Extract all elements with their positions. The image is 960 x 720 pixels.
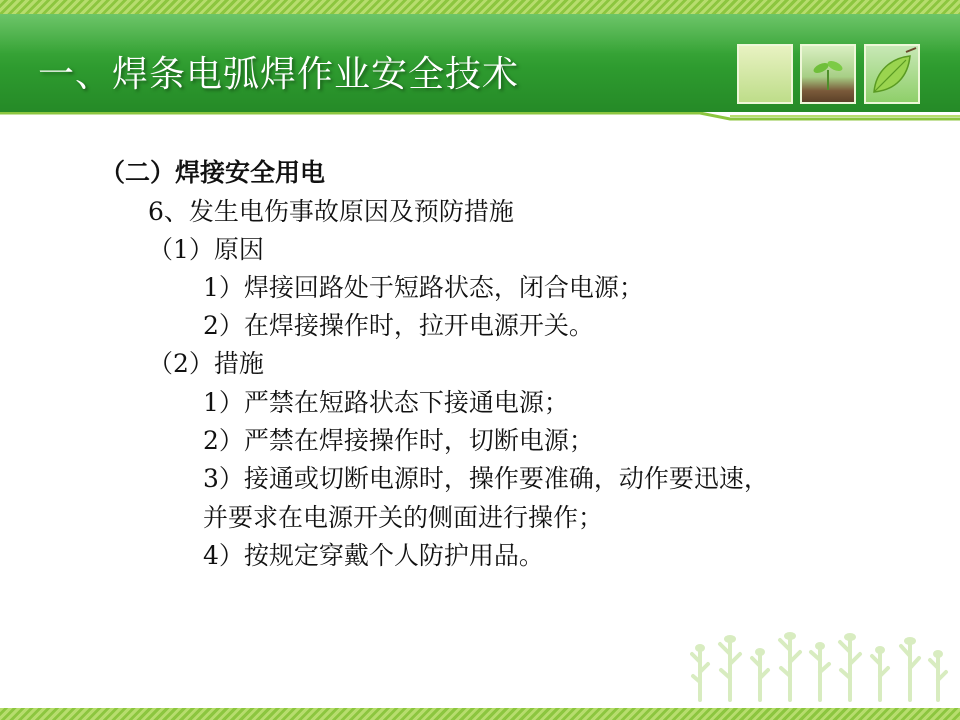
cause-item-1: 1）焊接回路处于短路状态，闭合电源；: [203, 273, 644, 302]
measure-item-3-continued: 并要求在电源开关的侧面进行操作；: [203, 503, 604, 532]
slide-title: 一、焊条电弧焊作业安全技术: [38, 54, 520, 95]
subsection-title: 6、发生电伤事故原因及预防措施: [148, 197, 514, 226]
plant-silhouette-decoration: [690, 632, 950, 702]
measure-item-4: 4）按规定穿戴个人防护用品。: [203, 541, 544, 570]
cause-heading: （1）原因: [148, 235, 264, 264]
measure-item-1: 1）严禁在短路状态下接通电源；: [203, 388, 569, 417]
measure-item-3: 3）接通或切断电源时，操作要准确，动作要迅速，: [203, 464, 769, 493]
measure-item-2: 2）严禁在焊接操作时，切断电源；: [203, 426, 594, 455]
section-heading: （二）焊接安全用电: [100, 158, 326, 187]
measure-heading: （2）措施: [148, 349, 264, 378]
bottom-stripe: [0, 708, 960, 720]
cause-item-2: 2）在焊接操作时，拉开电源开关。: [203, 311, 594, 340]
